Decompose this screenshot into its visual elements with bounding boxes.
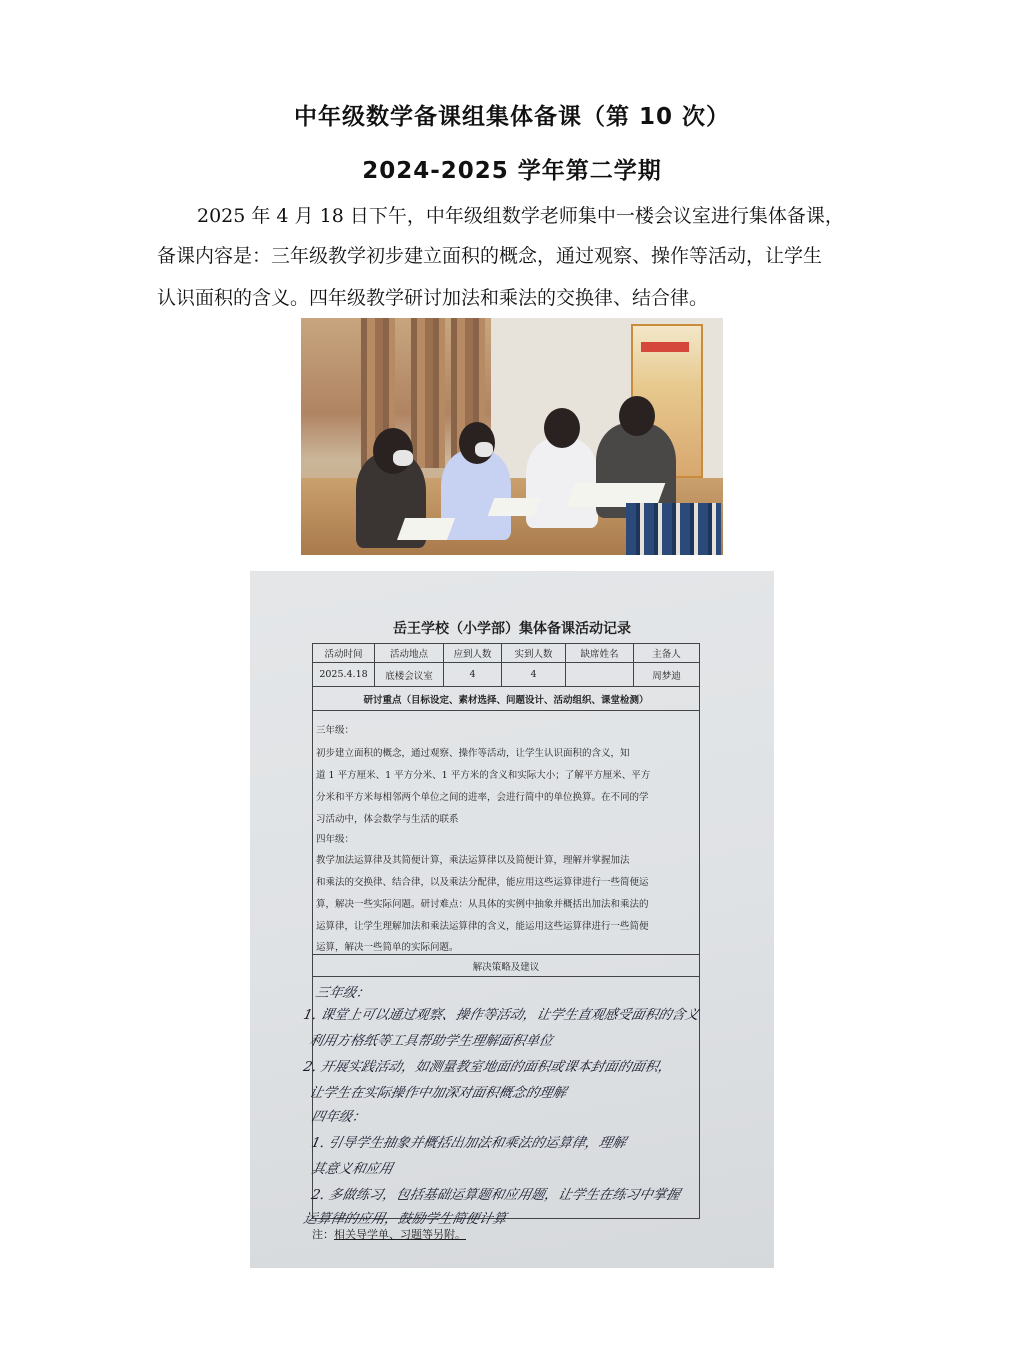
header-cell: 实到人数	[502, 644, 566, 662]
mask	[475, 442, 493, 457]
handwriting-line: 2. 多做练习，包括基础运算题和应用题，让学生在练习中掌握	[309, 1187, 682, 1203]
record-header-row	[312, 643, 700, 663]
doc-subtitle: 2024-2025 学年第二学期	[362, 158, 662, 184]
body-line: 分米和平方米每相邻两个单位之间的进率，会进行简中的单位换算。在不同的学	[316, 792, 649, 803]
header-cell: 应到人数	[444, 644, 502, 662]
handwriting-line: 四年级：	[309, 1109, 368, 1125]
handwriting-line: 1. 引导学生抽象并概括出加法和乘法的运算律，理解	[309, 1135, 628, 1151]
teacher-4-head	[619, 396, 655, 436]
book-stack	[626, 503, 721, 555]
header-cell: 主备人	[652, 649, 681, 660]
record-title: 岳王学校（小学部）集体备课活动记录	[393, 621, 631, 637]
handwriting-line: 让学生在实际操作中加深对面积概念的理解	[307, 1085, 568, 1101]
notebook	[397, 518, 455, 540]
footnote-text: 相关导学单、习题等另附。	[334, 1228, 466, 1241]
value-cell	[566, 663, 634, 686]
teacher-3-head	[544, 408, 580, 448]
intro-line-2: 备课内容是：三年级教学初步建立面积的概念，通过观察、操作等活动，让学生	[157, 245, 823, 267]
footnote-prefix: 注：	[312, 1228, 334, 1241]
value-cell: 2025.4.18	[313, 663, 375, 686]
value-cell: 4	[444, 663, 502, 686]
solution-title: 解决策略及建议	[312, 955, 700, 977]
body-line: 初步建立面积的概念，通过观察、操作等活动，让学生认识面积的含义，知	[316, 748, 630, 759]
doc-title: 中年级数学备课组集体备课（第 10 次）	[293, 104, 731, 130]
body-line: 教学加法运算律及其简便计算，乘法运算律以及简便计算，理解并掌握加法	[316, 855, 630, 866]
handwriting-line: 运算律的应用，鼓励学生简便计算	[301, 1211, 508, 1227]
body-line: 四年级：	[316, 834, 355, 845]
body-line: 习活动中，体会数学与生活的联系	[316, 814, 459, 825]
curtain	[411, 318, 445, 468]
record-value-row	[312, 663, 700, 687]
notebook	[488, 498, 541, 516]
value-cell: 4	[502, 663, 566, 686]
body-line: 三年级：	[316, 725, 355, 736]
value-cell: 底楼会议室	[375, 663, 444, 686]
body-line: 运算律，让学生理解加法和乘法运算律的含义，能运用这些运算律进行一些简便	[316, 921, 649, 932]
body-line: 算，解决一些实际问题。研讨难点：从具体的实例中抽象并概括出加法和乘法的	[316, 899, 649, 910]
header-cell: 活动地点	[375, 644, 444, 662]
poster-header	[641, 342, 689, 352]
body-line: 道 1 平方厘米、1 平方分米、1 平方米的含义和实际大小；了解平方厘米、平方	[316, 770, 651, 781]
body-line: 和乘法的交换律、结合律，以及乘法分配律，能应用这些运算律进行一些简便运	[316, 877, 649, 888]
scanned-record	[250, 571, 774, 1268]
intro-line-3: 认识面积的含义。四年级教学研讨加法和乘法的交换律、结合律。	[157, 287, 709, 309]
body-line: 运算，解决一些简单的实际问题。	[316, 942, 459, 953]
handwriting-line: 2. 开展实践活动，如测量教室地面的面积或课本封面的面积，	[301, 1059, 674, 1075]
mask	[393, 450, 413, 466]
value-cell: 周梦迪	[652, 670, 681, 682]
section-title: 研讨重点（目标设定、素材选择、问题设计、活动组织、课堂检测）	[312, 687, 700, 711]
handwriting-line: 三年级：	[313, 985, 372, 1001]
footnote	[312, 1226, 466, 1242]
handwriting-line: 1. 课堂上可以通过观察、操作等活动，让学生直观感受面积的含义	[301, 1007, 701, 1023]
handwriting-line: 其意义和应用	[309, 1161, 395, 1177]
handwriting-line: 利用方格纸等工具帮助学生理解面积单位	[307, 1033, 555, 1049]
intro-line-1: 2025 年 4 月 18 日下午，中年级组数学老师集中一楼会议室进行集体备课，	[197, 205, 844, 227]
header-cell: 活动时间	[313, 644, 375, 662]
meeting-photo	[301, 318, 723, 555]
header-cell: 缺席姓名	[566, 644, 634, 662]
